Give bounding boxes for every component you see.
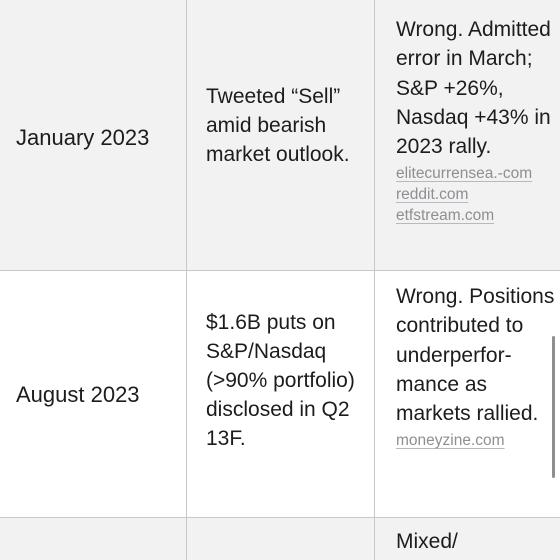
source-links — [396, 163, 556, 226]
row-verdict: Wrong. Positions contributed to underperfor-mance as markets rallied. — [396, 285, 555, 426]
row-result — [396, 15, 556, 226]
row-result — [396, 282, 556, 451]
row-date: January 2023 — [16, 125, 150, 150]
row-result — [396, 527, 556, 556]
row-verdict: Mixed/ — [396, 530, 458, 553]
row-verdict: Wrong. Admitted error in March; S&P +26%, Nasdaq +43% in 2023 rally. — [396, 18, 551, 159]
source-link[interactable]: etfstream.com — [396, 207, 495, 225]
column-divider — [186, 0, 187, 560]
source-link[interactable]: elitecurrensea.-com — [396, 165, 533, 183]
source-links — [396, 430, 556, 451]
row-date: August 2023 — [16, 382, 140, 407]
row-divider — [0, 270, 560, 271]
scrollbar[interactable] — [552, 336, 555, 478]
row-action: Tweeted “Sell” amid bearish market outlook. — [206, 85, 350, 166]
source-link[interactable]: reddit.com — [396, 186, 469, 204]
source-link[interactable]: moneyzine.com — [396, 432, 505, 450]
row-action: $1.6B puts on S&P/Nasdaq (>90% portfolio) disclosed in Q2 13F. — [206, 311, 355, 450]
column-divider — [374, 0, 375, 560]
row-divider — [0, 517, 560, 518]
